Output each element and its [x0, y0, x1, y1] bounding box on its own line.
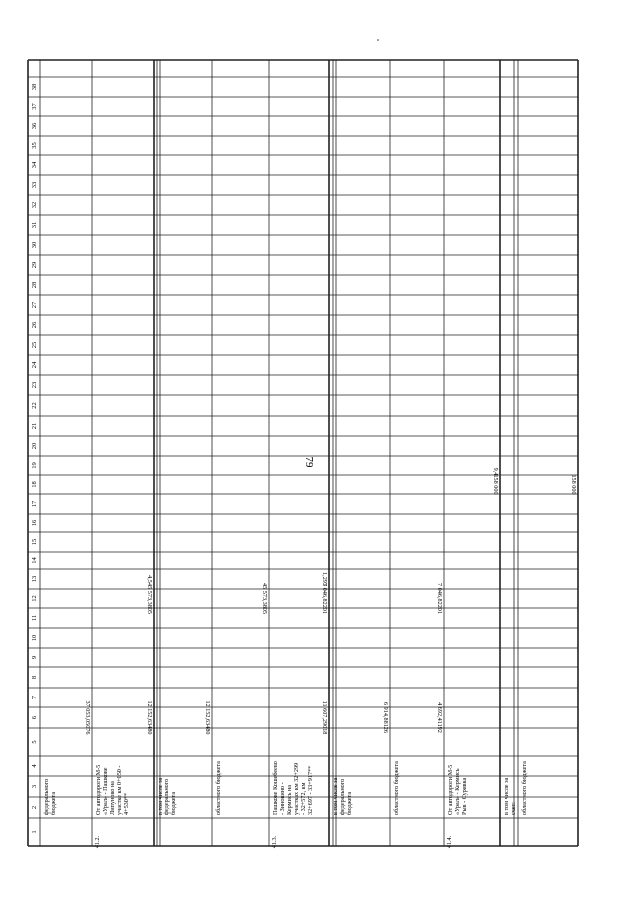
column-number: 17	[31, 500, 38, 508]
column-number: 10	[31, 634, 38, 642]
column-number: 27	[31, 301, 38, 309]
column-number: 14	[31, 557, 38, 564]
column-number: 5	[31, 740, 38, 744]
row-name: в том числе за	[332, 777, 339, 815]
row-name: 32+697 - 33+917**	[307, 765, 314, 815]
cell-col12: 45 573,3805	[261, 583, 268, 614]
column-number: 6	[31, 715, 38, 720]
column-number: 34	[31, 161, 38, 169]
cell-col18: 158 000	[570, 474, 577, 495]
column-number: 7	[31, 695, 38, 700]
row-name: Пашкове Кошебеево	[272, 761, 279, 815]
column-number: 37	[31, 103, 38, 110]
row-number: 41.2.	[94, 835, 101, 849]
cell-col12: 7 046,82201	[321, 583, 328, 614]
column-number: 29	[31, 261, 38, 269]
column-number: 2	[31, 805, 38, 810]
column-number: 28	[31, 281, 38, 289]
row-name: бюджета	[50, 791, 57, 815]
column-number: 26	[31, 321, 38, 329]
row-name: - 32+572, км	[300, 782, 307, 815]
row-name: «Урал» - Пашкове	[102, 767, 109, 815]
column-number: 9	[31, 655, 38, 660]
column-number: 16	[31, 519, 38, 527]
cell-col6: 12 152,63480	[146, 700, 153, 735]
cell-col18: 158 000	[492, 474, 499, 495]
page-number: 79	[303, 456, 315, 468]
column-number: 23	[31, 381, 38, 389]
row-name: Липуново на	[109, 781, 116, 815]
table-grid	[28, 39, 578, 849]
row-name: участке км 0+050 -	[116, 765, 123, 815]
row-name: счет:	[510, 802, 517, 815]
cell-col12: 45 573,3805	[146, 583, 153, 614]
row-number: 41.4.	[446, 835, 453, 849]
cell-col13: 1,293	[321, 572, 328, 586]
row-number: 41.3.	[271, 835, 278, 849]
row-name: - Зиновино -	[279, 782, 286, 815]
cell-col6: 11 607,29018	[321, 700, 328, 735]
cell-col6: 6 914,88126	[382, 702, 389, 733]
cell-col6: 37 053,05076	[84, 700, 91, 735]
column-number: 4	[31, 764, 38, 768]
column-number: 24	[31, 361, 38, 369]
row-name: 4+530**	[123, 792, 130, 815]
row-name: в том числе за	[157, 777, 164, 815]
row-name: в том числе за	[503, 777, 510, 815]
column-number: 31	[31, 221, 38, 229]
row-name: От автодороги М-5	[447, 764, 454, 815]
column-number: 8	[31, 675, 38, 680]
column-number: 35	[31, 142, 38, 149]
column-number: 15	[31, 538, 38, 546]
cell-col13: 4,5	[146, 575, 153, 583]
column-number: 1	[31, 830, 38, 834]
row-name: Рыв - Сурявка	[461, 777, 468, 815]
column-number: 18	[31, 481, 38, 488]
row-name: федерального	[339, 778, 346, 815]
column-number: 3	[31, 784, 38, 789]
cell-col19: 9,4	[492, 467, 499, 476]
row-name: федерального	[163, 778, 170, 815]
column-number: 25	[31, 341, 38, 349]
column-number: 32	[31, 201, 38, 209]
cell-col12: 7 046,82201	[436, 583, 443, 614]
column-number: 36	[31, 122, 38, 130]
column-number: 22	[31, 402, 38, 409]
column-number: 38	[31, 83, 38, 91]
column-number: 19	[31, 462, 38, 469]
scan-speck	[377, 39, 379, 41]
row-name: бюджета	[346, 791, 353, 815]
row-name: областного бюджета	[393, 761, 400, 815]
row-name: Кермись на	[286, 784, 293, 815]
column-number: 11	[31, 614, 38, 622]
column-number: 20	[31, 442, 38, 450]
column-number: 33	[31, 181, 38, 189]
column-number: 21	[31, 422, 38, 430]
column-number: 13	[31, 575, 38, 583]
row-name: участках км 32+299	[293, 762, 300, 815]
row-name: областного бюджета	[521, 761, 528, 815]
cell-col6: 4 692,41192	[436, 702, 443, 733]
row-name: бюджета	[170, 791, 177, 815]
row-name: областного бюджета	[215, 761, 222, 815]
column-number: 12	[31, 595, 38, 602]
row-name: «Урал» - Кермись	[454, 768, 461, 815]
header-row	[31, 84, 38, 834]
row-name: От автодороги М-5	[95, 764, 102, 815]
table-body	[43, 468, 577, 849]
column-number: 30	[31, 241, 38, 249]
cell-col6: 12 152,63480	[204, 700, 211, 735]
row-name: федерального	[43, 778, 50, 815]
